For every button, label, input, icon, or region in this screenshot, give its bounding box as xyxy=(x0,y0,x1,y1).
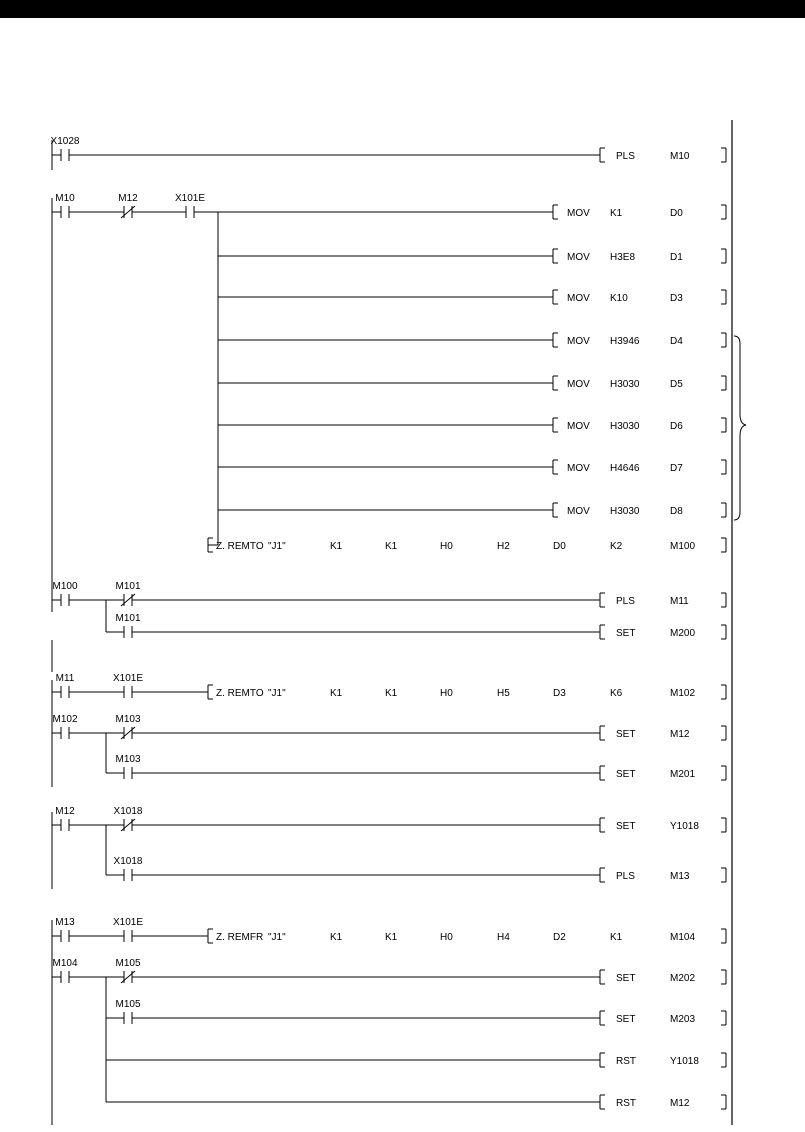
instruction-operand: H3030 xyxy=(610,379,640,390)
instruction-operand: D0 xyxy=(670,208,683,219)
instruction-operand: Y1018 xyxy=(670,1056,699,1067)
instruction-operand: K1 xyxy=(330,688,343,699)
instruction-name: SET xyxy=(616,628,636,639)
instruction-operand: H3946 xyxy=(610,336,640,347)
contact-label: M10 xyxy=(55,193,75,204)
instruction-operand: K1 xyxy=(330,541,343,552)
instruction-name: SET xyxy=(616,1014,636,1025)
instruction-box xyxy=(208,538,726,552)
no-contact xyxy=(175,193,205,218)
no-contact xyxy=(55,193,75,218)
instruction-box xyxy=(553,333,726,347)
instruction-name: MOV xyxy=(567,379,590,390)
instruction-box xyxy=(600,1011,726,1025)
contact-label: M12 xyxy=(118,193,138,204)
contact-label: X101E xyxy=(112,673,144,684)
contact-label: M13 xyxy=(55,917,75,928)
instruction-operand: M102 xyxy=(670,688,696,699)
rung xyxy=(52,673,726,699)
instruction-operand: "J1" xyxy=(268,932,286,943)
instruction-box xyxy=(553,460,726,474)
instruction-name: MOV xyxy=(567,463,590,474)
no-contact xyxy=(113,673,143,698)
instruction-name: Z. REMFR xyxy=(216,932,264,943)
nc-contact xyxy=(115,581,140,606)
instruction-name: PLS xyxy=(616,871,635,882)
no-contact xyxy=(55,806,75,831)
no-contact xyxy=(52,714,77,739)
instruction-operand: "J1" xyxy=(268,688,286,699)
no-contact xyxy=(115,613,140,638)
instruction-operand: D2 xyxy=(553,932,566,943)
instruction-operand: D5 xyxy=(670,379,683,390)
instruction-operand: Y1018 xyxy=(670,821,699,832)
instruction-box xyxy=(600,1095,726,1109)
instruction-operand: H4 xyxy=(497,932,510,943)
instruction-operand: M13 xyxy=(670,871,690,882)
nc-contact xyxy=(114,806,143,831)
instruction-name: SET xyxy=(616,769,636,780)
instruction-operand: D3 xyxy=(553,688,566,699)
instruction-operand: M100 xyxy=(670,541,696,552)
instruction-name: MOV xyxy=(567,293,590,304)
instruction-operand: K6 xyxy=(610,688,623,699)
no-contact xyxy=(56,673,75,698)
contact-label: X1018 xyxy=(113,856,143,867)
contact-label: X1018 xyxy=(113,806,143,817)
instruction-operand: K1 xyxy=(610,932,623,943)
group-brace xyxy=(734,336,746,520)
instruction-operand: H5 xyxy=(497,688,510,699)
no-contact xyxy=(51,136,80,161)
instruction-box xyxy=(553,290,726,304)
instruction-operand: D6 xyxy=(670,421,683,432)
rung xyxy=(52,193,726,219)
contact-label: M103 xyxy=(115,714,141,725)
instruction-box xyxy=(600,726,726,740)
nc-contact xyxy=(115,958,140,983)
contact-label: M105 xyxy=(115,999,141,1010)
instruction-name: MOV xyxy=(567,252,590,263)
instruction-box xyxy=(553,376,726,390)
instruction-operand: D1 xyxy=(670,252,683,263)
nc-contact xyxy=(118,193,138,218)
nc-contact xyxy=(115,714,140,739)
instruction-box xyxy=(600,766,726,780)
contact-label: X1028 xyxy=(50,136,80,147)
instruction-box xyxy=(553,205,726,219)
no-contact xyxy=(52,581,77,606)
contact-label: M100 xyxy=(52,581,78,592)
no-contact xyxy=(115,999,140,1024)
instruction-name: MOV xyxy=(567,208,590,219)
branch xyxy=(106,733,726,780)
instruction-operand: D7 xyxy=(670,463,683,474)
instruction-box xyxy=(553,503,726,517)
contact-label: M104 xyxy=(52,958,78,969)
branch xyxy=(106,825,726,882)
branch xyxy=(106,977,726,1109)
instruction-name: RST xyxy=(616,1056,636,1067)
instruction-name: PLS xyxy=(616,596,635,607)
no-contact xyxy=(113,917,143,942)
instruction-operand: K1 xyxy=(385,688,398,699)
contact-label: M101 xyxy=(115,581,141,592)
instruction-operand: D8 xyxy=(670,506,683,517)
no-contact xyxy=(114,856,143,881)
instruction-operand: H3E8 xyxy=(610,252,636,263)
contact-label: M102 xyxy=(52,714,78,725)
rung xyxy=(52,806,726,832)
instruction-box xyxy=(553,418,726,432)
instruction-box xyxy=(600,970,726,984)
contact-label: M12 xyxy=(55,806,75,817)
rung xyxy=(52,917,726,943)
instruction-operand: M200 xyxy=(670,628,696,639)
rung xyxy=(52,958,726,984)
instruction-operand: H0 xyxy=(440,932,453,943)
instruction-operand: K1 xyxy=(610,208,623,219)
instruction-box xyxy=(600,818,726,832)
instruction-name: SET xyxy=(616,729,636,740)
instruction-operand: H0 xyxy=(440,541,453,552)
contact-label: X101E xyxy=(174,193,206,204)
instruction-operand: M104 xyxy=(670,932,696,943)
instruction-box xyxy=(600,593,726,607)
instruction-operand: K1 xyxy=(385,541,398,552)
instruction-box xyxy=(600,625,726,639)
instruction-box xyxy=(208,685,726,699)
contact-label: M11 xyxy=(55,673,75,684)
instruction-operand: H4646 xyxy=(610,463,640,474)
instruction-operand: D4 xyxy=(670,336,683,347)
instruction-operand: K1 xyxy=(330,932,343,943)
instruction-operand: H0 xyxy=(440,688,453,699)
instruction-name: RST xyxy=(616,1098,636,1109)
instruction-operand: M202 xyxy=(670,973,696,984)
rung xyxy=(52,581,726,607)
instruction-operand: D3 xyxy=(670,293,683,304)
instruction-operand: D0 xyxy=(553,541,566,552)
instruction-operand: M12 xyxy=(670,729,690,740)
instruction-operand: M203 xyxy=(670,1014,696,1025)
instruction-operand: K1 xyxy=(385,932,398,943)
no-contact xyxy=(55,917,75,942)
instruction-name: MOV xyxy=(567,506,590,517)
instruction-operand: M10 xyxy=(670,151,690,162)
instruction-operand: M11 xyxy=(670,596,689,607)
instruction-operand: H2 xyxy=(497,541,510,552)
instruction-box xyxy=(600,148,726,162)
instruction-box xyxy=(600,1053,726,1067)
instruction-operand: H3030 xyxy=(610,506,640,517)
instruction-operand: M12 xyxy=(670,1098,690,1109)
branch xyxy=(208,212,726,552)
instruction-name: Z. REMTO xyxy=(216,688,264,699)
instruction-box xyxy=(553,249,726,263)
no-contact xyxy=(115,754,140,779)
instruction-operand: "J1" xyxy=(268,541,286,552)
instruction-box xyxy=(208,929,726,943)
instruction-name: PLS xyxy=(616,151,635,162)
instruction-name: SET xyxy=(616,821,636,832)
instruction-operand: H3030 xyxy=(610,421,640,432)
no-contact xyxy=(52,958,77,983)
instruction-box xyxy=(600,868,726,882)
instruction-operand: M201 xyxy=(670,769,696,780)
contact-label: M105 xyxy=(115,958,141,969)
instruction-operand: K10 xyxy=(610,293,628,304)
contact-label: X101E xyxy=(112,917,144,928)
instruction-name: MOV xyxy=(567,336,590,347)
instruction-operand: K2 xyxy=(610,541,623,552)
rung xyxy=(52,714,726,740)
contact-label: M101 xyxy=(115,613,141,624)
instruction-name: SET xyxy=(616,973,636,984)
instruction-name: Z. REMTO xyxy=(216,541,264,552)
contact-label: M103 xyxy=(115,754,141,765)
rung xyxy=(51,136,726,162)
instruction-name: MOV xyxy=(567,421,590,432)
